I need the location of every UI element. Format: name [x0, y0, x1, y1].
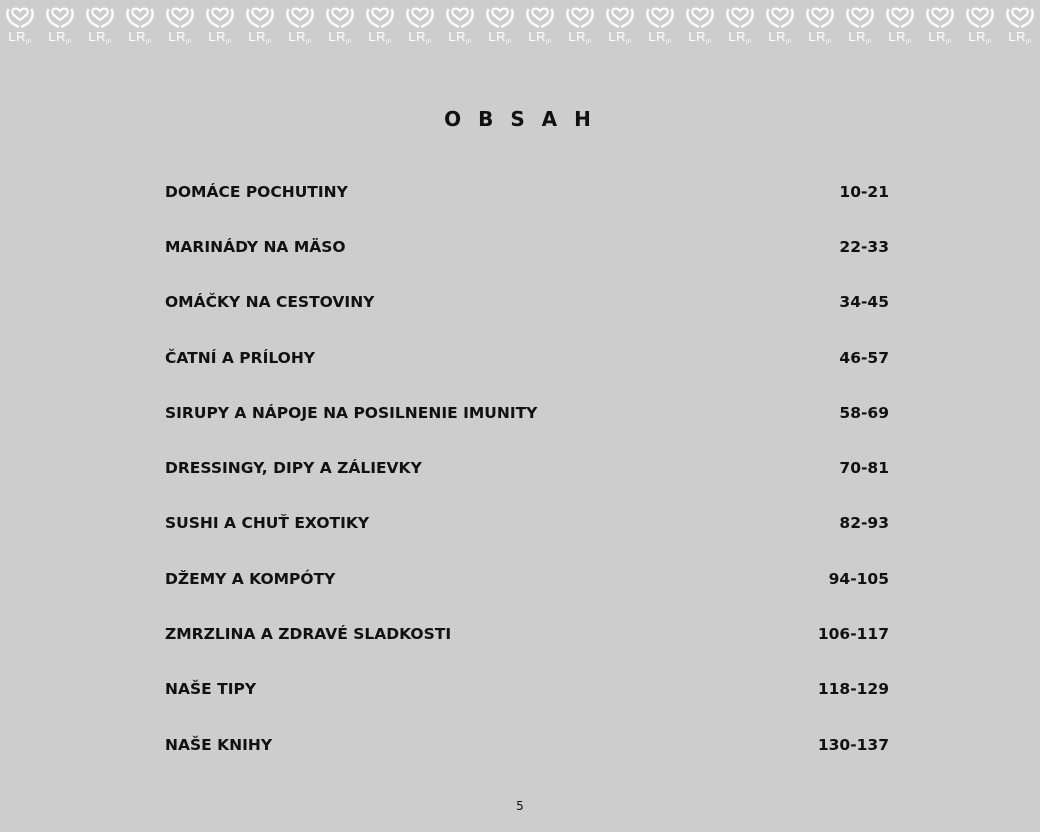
brand-logo-mark: $LR_{pl}$	[448, 29, 472, 45]
toc-entry-pages: 46-57	[839, 348, 889, 367]
toc-entry-name: SIRUPY A NÁPOJE NA POSILNENIE IMUNITY	[165, 403, 538, 422]
toc-entry-name: ZMRZLINA A ZDRAVÉ SLADKOSTI	[165, 625, 452, 644]
brand-logo-mark: $LR_{pl}$	[88, 29, 112, 45]
brand-logo-mark: $LR_{pl}$	[128, 29, 152, 45]
brand-logo-mark: $LR_{pl}$	[288, 29, 312, 45]
toc-entry-name: SUSHI A CHUŤ EXOTIKY	[165, 514, 370, 533]
header-motif	[280, 0, 320, 52]
toc-entry-name: ČATNÍ A PRÍLOHY	[165, 348, 316, 367]
brand-logo-mark: $LR_{pl}$	[848, 29, 872, 45]
brand-logo-mark: $LR_{pl}$	[408, 29, 432, 45]
toc-row	[165, 496, 889, 551]
toc-entry-name: DOMÁCE POCHUTINY	[165, 182, 348, 201]
toc-row	[165, 330, 889, 385]
toc-entry-pages: 94-105	[828, 569, 889, 588]
brand-logo-mark: $LR_{pl}$	[648, 29, 672, 45]
toc-entry-pages: 130-137	[817, 735, 889, 754]
toc-entry-pages: 10-21	[839, 182, 889, 201]
toc-entry-pages: 58-69	[839, 403, 889, 422]
toc-entry-pages: 22-33	[839, 237, 889, 256]
header-motif	[840, 0, 880, 52]
toc-row	[165, 164, 889, 219]
brand-logo-mark: $LR_{pl}$	[608, 29, 632, 45]
toc-row	[165, 385, 889, 440]
brand-logo-mark: $LR_{pl}$	[688, 29, 712, 45]
header-motif	[520, 0, 560, 52]
header-motif	[600, 0, 640, 52]
page-number: 5	[516, 799, 524, 813]
toc-entry-pages: 106-117	[817, 625, 889, 644]
header-motif	[480, 0, 520, 52]
brand-logo-mark: $LR_{pl}$	[208, 29, 232, 45]
table-of-contents	[165, 164, 889, 772]
brand-logo-mark: $LR_{pl}$	[888, 29, 912, 45]
header-motif	[120, 0, 160, 52]
brand-logo-mark: $LR_{pl}$	[808, 29, 832, 45]
header-motif	[200, 0, 240, 52]
header-motif	[360, 0, 400, 52]
toc-entry-pages: 70-81	[839, 459, 889, 478]
header-motif	[560, 0, 600, 52]
toc-row	[165, 662, 889, 717]
brand-logo-mark: $LR_{pl}$	[8, 29, 32, 45]
toc-entry-name: OMÁČKY NA CESTOVINY	[165, 293, 375, 312]
brand-logo-mark: $LR_{pl}$	[968, 29, 992, 45]
toc-entry-name: DRESSINGY, DIPY A ZÁLIEVKY	[165, 459, 422, 478]
brand-logo-mark: $LR_{pl}$	[728, 29, 752, 45]
decorative-header-banner	[0, 0, 1040, 52]
header-motif	[0, 0, 40, 52]
header-motif	[440, 0, 480, 52]
header-motif	[880, 0, 920, 52]
toc-row	[165, 275, 889, 330]
brand-logo-mark: $LR_{pl}$	[328, 29, 352, 45]
brand-logo-mark: $LR_{pl}$	[1008, 29, 1032, 45]
header-motif	[960, 0, 1000, 52]
toc-row	[165, 219, 889, 274]
brand-logo-mark: $LR_{pl}$	[48, 29, 72, 45]
header-motif	[160, 0, 200, 52]
header-motif	[800, 0, 840, 52]
header-motif	[400, 0, 440, 52]
toc-entry-pages: 118-129	[817, 680, 889, 699]
toc-row	[165, 440, 889, 495]
toc-entry-name: MARINÁDY NA MÄSO	[165, 237, 346, 256]
toc-entry-pages: 34-45	[839, 293, 889, 312]
brand-logo-mark: $LR_{pl}$	[368, 29, 392, 45]
header-motif	[760, 0, 800, 52]
header-motif	[720, 0, 760, 52]
brand-logo-mark: $LR_{pl}$	[488, 29, 512, 45]
brand-logo-mark: $LR_{pl}$	[528, 29, 552, 45]
page-title: O B S A H	[444, 107, 596, 132]
toc-entry-name: NAŠE KNIHY	[165, 735, 273, 754]
header-motif	[80, 0, 120, 52]
header-motif	[240, 0, 280, 52]
brand-logo-mark: $LR_{pl}$	[768, 29, 792, 45]
header-motif	[1000, 0, 1040, 52]
toc-entry-name: NAŠE TIPY	[165, 680, 257, 699]
toc-row	[165, 606, 889, 661]
header-motif	[40, 0, 80, 52]
header-motif	[320, 0, 360, 52]
toc-entry-name: DŽEMY A KOMPÓTY	[165, 569, 336, 588]
brand-logo-mark: $LR_{pl}$	[568, 29, 592, 45]
header-motif	[640, 0, 680, 52]
toc-entry-pages: 82-93	[839, 514, 889, 533]
toc-row	[165, 717, 889, 772]
header-motif	[680, 0, 720, 52]
header-motif	[920, 0, 960, 52]
brand-logo-mark: $LR_{pl}$	[248, 29, 272, 45]
toc-row	[165, 551, 889, 606]
brand-logo-mark: $LR_{pl}$	[168, 29, 192, 45]
brand-logo-mark: $LR_{pl}$	[928, 29, 952, 45]
